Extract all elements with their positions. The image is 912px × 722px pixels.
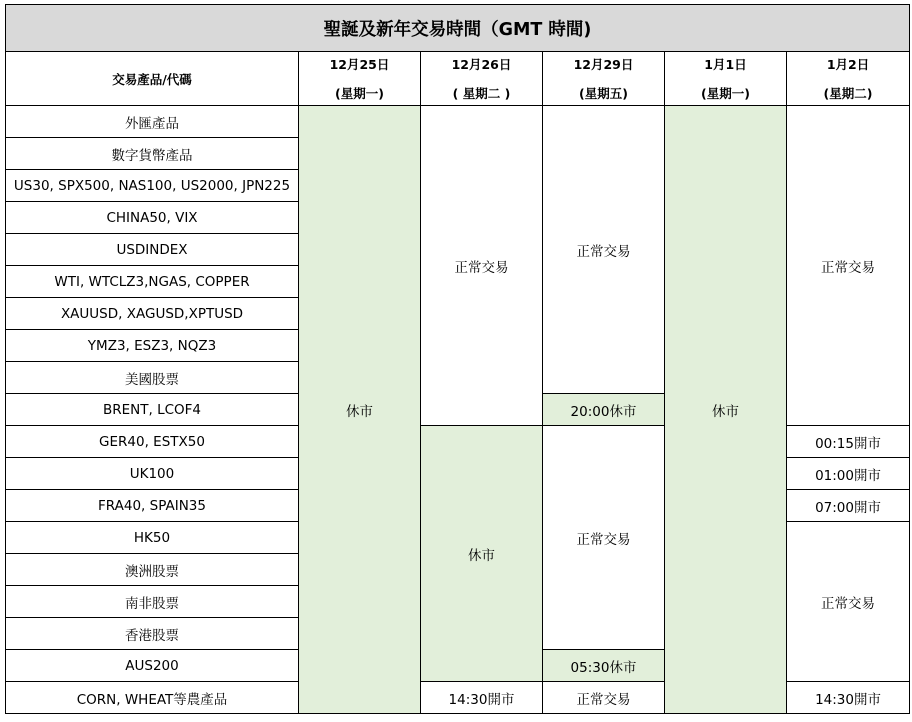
weekday-label: (星期二)	[823, 86, 873, 101]
trading-hours-sheet	[5, 4, 909, 714]
product-cell: 香港股票	[6, 618, 299, 650]
product-cell: 美國股票	[6, 362, 299, 394]
jan1-closed-cell: 休市	[665, 106, 787, 714]
jan2-uk-open-cell: 01:00開市	[787, 458, 910, 490]
jan2-ger-open-cell: 00:15開市	[787, 426, 910, 458]
jan2-normal-top-cell: 正常交易	[787, 106, 910, 426]
weekday-label: (星期一)	[701, 86, 750, 101]
trading-hours-table	[5, 4, 910, 714]
product-cell: 南非股票	[6, 586, 299, 618]
date-header-dec25	[299, 52, 421, 106]
date-label: 12月25日	[329, 57, 390, 72]
product-column-header: 交易產品/代碼	[6, 52, 299, 106]
product-cell: 外匯產品	[6, 106, 299, 138]
product-cell: USDINDEX	[6, 234, 299, 266]
product-cell: YMZ3, ESZ3, NQZ3	[6, 330, 299, 362]
dec26-corn-open-cell: 14:30開市	[421, 682, 543, 714]
date-label: 12月29日	[573, 57, 634, 72]
dec25-closed-cell: 休市	[299, 106, 421, 714]
date-header-jan2	[787, 52, 910, 106]
dec26-normal-cell: 正常交易	[421, 106, 543, 426]
product-cell: GER40, ESTX50	[6, 426, 299, 458]
product-cell: WTI, WTCLZ3,NGAS, COPPER	[6, 266, 299, 298]
date-label: 1月2日	[826, 57, 870, 72]
product-cell: BRENT, LCOF4	[6, 394, 299, 426]
weekday-label: ( 星期二 )	[452, 86, 511, 101]
product-cell: XAUUSD, XAGUSD,XPTUSD	[6, 298, 299, 330]
product-cell: 數字貨幣產品	[6, 138, 299, 170]
dec26-closed-cell: 休市	[421, 426, 543, 682]
date-header-dec29	[543, 52, 665, 106]
product-cell: CORN, WHEAT等農產品	[6, 682, 299, 714]
dec29-aus200-close-cell: 05:30休市	[543, 650, 665, 682]
product-cell: US30, SPX500, NAS100, US2000, JPN225	[6, 170, 299, 202]
date-label: 12月26日	[451, 57, 512, 72]
product-cell: HK50	[6, 522, 299, 554]
dec29-brent-close-cell: 20:00休市	[543, 394, 665, 426]
product-cell: 澳洲股票	[6, 554, 299, 586]
product-cell: FRA40, SPAIN35	[6, 490, 299, 522]
weekday-label: (星期五)	[579, 86, 628, 101]
dec29-normal-top-cell: 正常交易	[543, 106, 665, 394]
dec29-corn-normal-cell: 正常交易	[543, 682, 665, 714]
jan2-fra-open-cell: 07:00開市	[787, 490, 910, 522]
jan2-corn-open-cell: 14:30開市	[787, 682, 910, 714]
date-header-dec26	[421, 52, 543, 106]
dec29-normal-mid-cell: 正常交易	[543, 426, 665, 650]
table-title: 聖誕及新年交易時間（GMT 時間)	[6, 5, 910, 52]
date-label: 1月1日	[704, 57, 747, 72]
jan2-normal-bottom-cell: 正常交易	[787, 522, 910, 682]
product-cell: CHINA50, VIX	[6, 202, 299, 234]
product-cell: AUS200	[6, 650, 299, 682]
product-cell: UK100	[6, 458, 299, 490]
weekday-label: (星期一)	[335, 86, 384, 101]
date-header-jan1	[665, 52, 787, 106]
